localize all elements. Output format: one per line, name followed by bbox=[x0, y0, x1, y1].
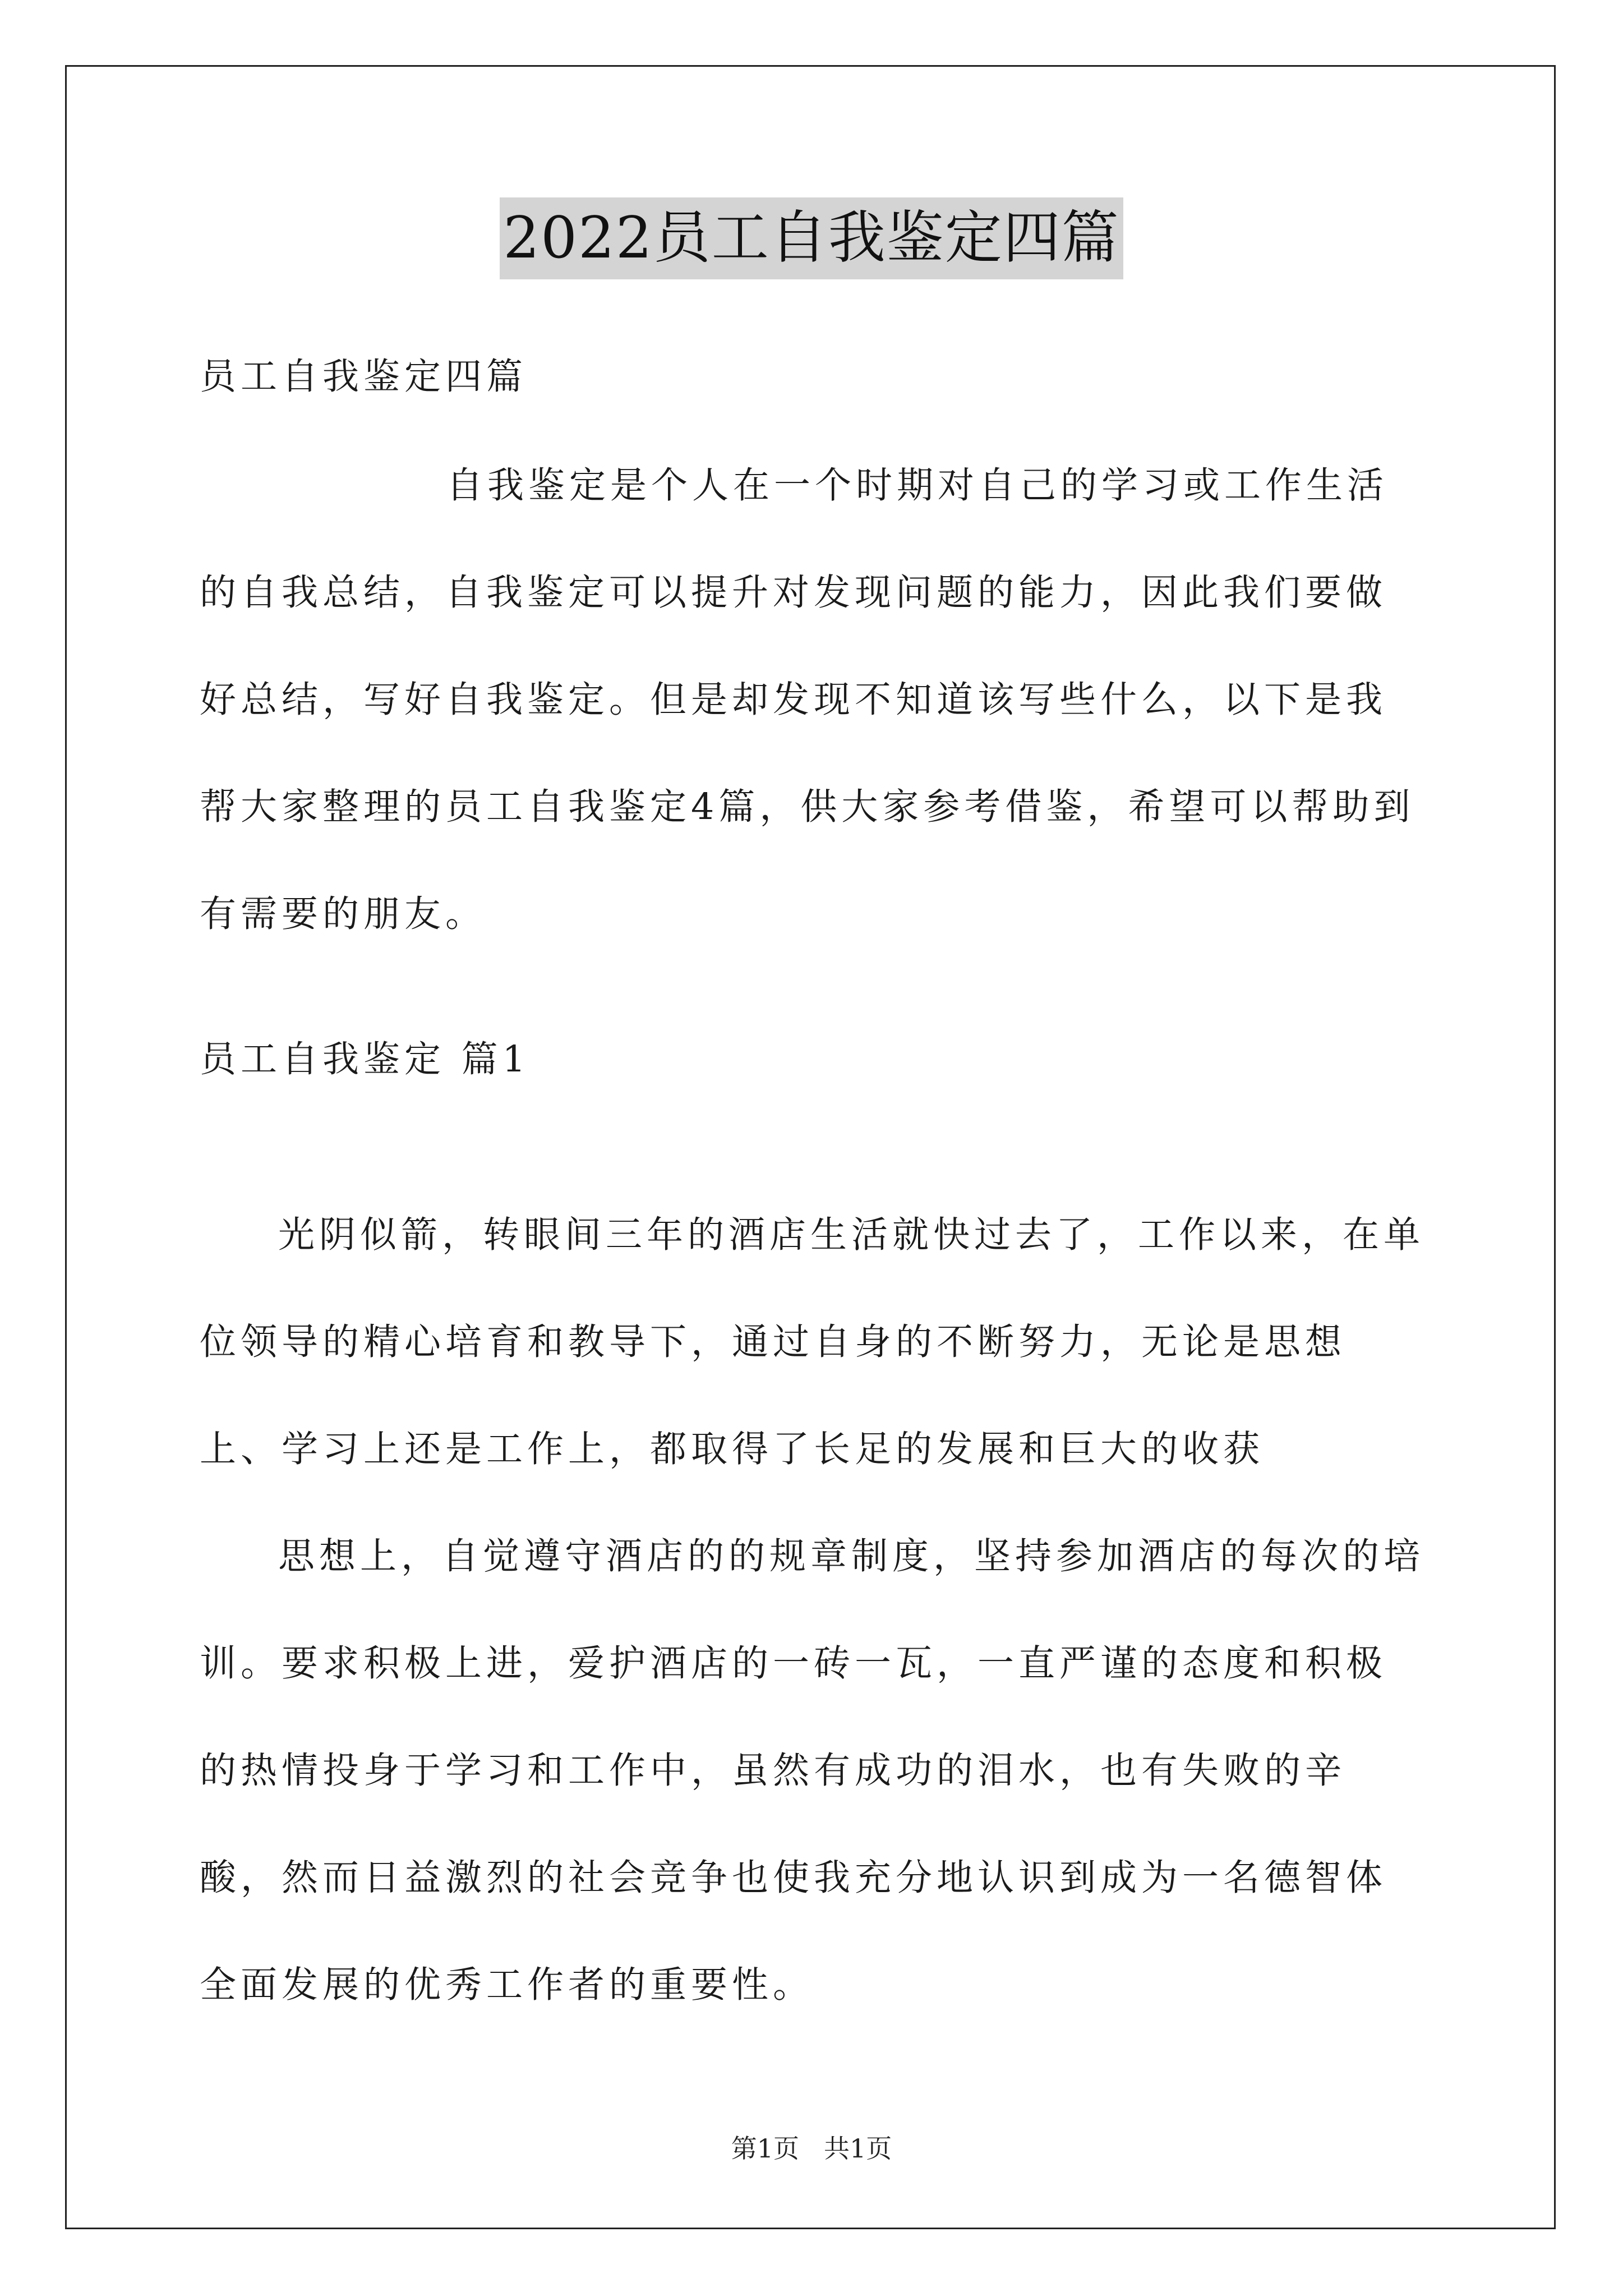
document-title: 2022员工自我鉴定四篇 bbox=[500, 197, 1123, 279]
body-paragraph: 光阴似箭，转眼间三年的酒店生活就快过去了，工作以来，在单位领导的精心培育和教导下，通过自身的不断努力，无论是思想上、学习上还是工作上，都取得了长足的发展和巨大的收获 bbox=[200, 1214, 1425, 1470]
section-heading: 员工自我鉴定 篇1 bbox=[200, 1038, 531, 1080]
page-footer bbox=[0, 2132, 1623, 2165]
page-total: 共1页 bbox=[823, 2133, 892, 2164]
document-subtitle: 员工自我鉴定四篇 bbox=[200, 356, 528, 398]
body-paragraph: 思想上，自觉遵守酒店的的规章制度，坚持参加酒店的每次的培训。要求积极上进，爱护酒店的一砖一瓦，一直严谨的态度和积极的热情投身于学习和工作中，虽然有成功的泪水，也有失败的辛酸，然而日益激烈的社会竞争也使我充分地认识到成为一名德智体全面发展的优秀工作者的重要性。 bbox=[200, 1535, 1425, 2006]
page-number: 第1页 bbox=[731, 2133, 800, 2164]
title-container bbox=[0, 197, 1623, 279]
intro-paragraph: 自我鉴定是个人在一个时期对自己的学习或工作生活的自我总结，自我鉴定可以提升对发现问题的能力，因此我们要做好总结，写好自我鉴定。但是却发现不知道该写些什么，以下是我帮大家整理的员工自我鉴定4篇，供大家参考借鉴，希望可以帮助到有需要的朋友。 bbox=[200, 464, 1415, 935]
